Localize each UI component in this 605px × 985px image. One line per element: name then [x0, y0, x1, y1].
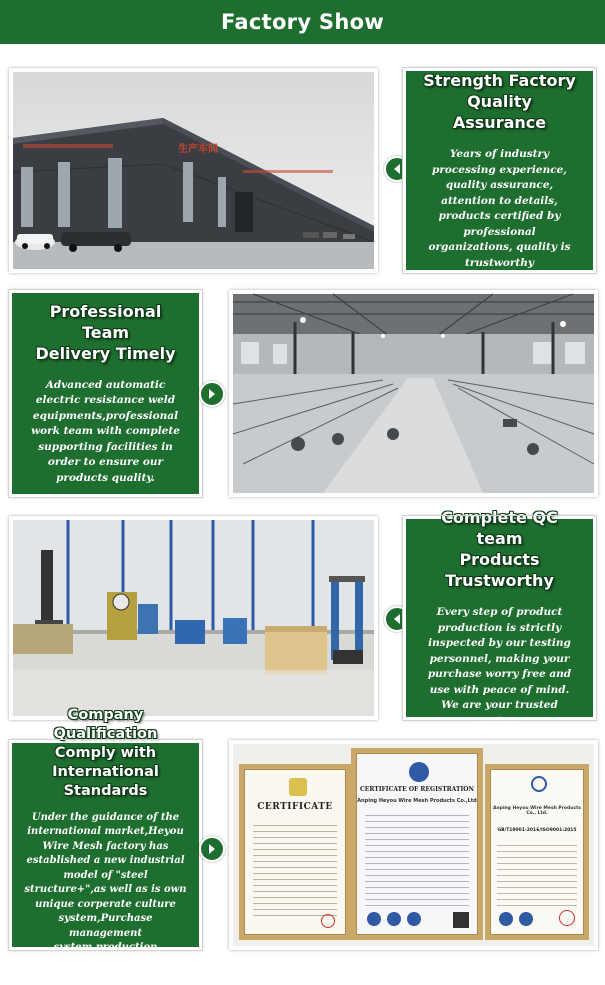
professional-team-panel [9, 290, 202, 497]
qc-lab-photo-card [9, 516, 378, 720]
title-line: Products Trustworthy [445, 550, 554, 590]
certificate-company: Anping Heyou Wire Mesh Products Co.,Ltd [357, 798, 477, 804]
section-description: Advanced automatic electric resistance weld equipments,professional work team with complete supporting facilities in order to ensure our products quality. [31, 378, 180, 484]
certificate-frame [485, 764, 589, 940]
certificate-frame [239, 764, 351, 940]
section-title [26, 301, 185, 364]
title-line: Delivery Timely [35, 343, 176, 363]
arrow-right-icon [199, 381, 225, 407]
title-line: Professional Team [49, 301, 162, 342]
section-description: Every step of product production is strictly inspected by our testing personnel, making your purchase worry free and use with peace of mind. We are your trusted partner [427, 606, 572, 727]
qc-lab-photo [13, 520, 374, 716]
certificate-title: CERTIFICATE OF REGISTRATION [360, 786, 474, 793]
title-line: Quality Assurance [452, 92, 547, 132]
section-description: Under the guidance of the international market,Heyou Wire Mesh factory has established a new industrial model of "steel structure+",as well as is own unique corperate culture system,Purchase management system,production management system,detection system [24, 811, 187, 982]
section-title [22, 706, 189, 801]
factory-photo-card [9, 68, 378, 273]
title-line: Company Qualification [53, 706, 158, 742]
certificate-standard: GB/T19001-2016/ISO9001:2015 [497, 828, 577, 833]
factory-building-photo [13, 72, 374, 269]
title-line: Strength Factory [423, 71, 576, 90]
section-description: Years of industry processing experience, quality assurance, attention to details, products certified by professional organizations, quality is trustworthy [428, 148, 571, 269]
company-qualification-panel [9, 706, 202, 982]
title-line: International Standards [52, 763, 159, 799]
page-header [0, 0, 605, 44]
workshop-photo-card [229, 290, 598, 497]
section-title [420, 507, 579, 591]
certificates-photo [233, 744, 594, 946]
certificate-seal-icon [289, 778, 307, 796]
title-line: Comply with [54, 744, 157, 761]
page-title: Factory Show [220, 10, 385, 34]
certificates-photo-card [229, 740, 598, 950]
certificate-logo-icon [409, 762, 429, 782]
section-title [420, 70, 579, 133]
certificate-frame [351, 748, 483, 940]
certificate-company: Anping Heyou Wire Mesh Products Co., Ltd. [493, 806, 581, 816]
title-line: Complete QC team [441, 508, 558, 548]
arrow-right-icon [199, 836, 225, 862]
strength-factory-panel [403, 68, 596, 273]
certificate-title: CERTIFICATE [257, 802, 333, 812]
workshop-photo [233, 294, 594, 493]
qc-team-panel [403, 508, 596, 727]
certificate-logo-icon [531, 776, 547, 792]
svg-text:生产车间: 生产车间 [178, 144, 218, 155]
